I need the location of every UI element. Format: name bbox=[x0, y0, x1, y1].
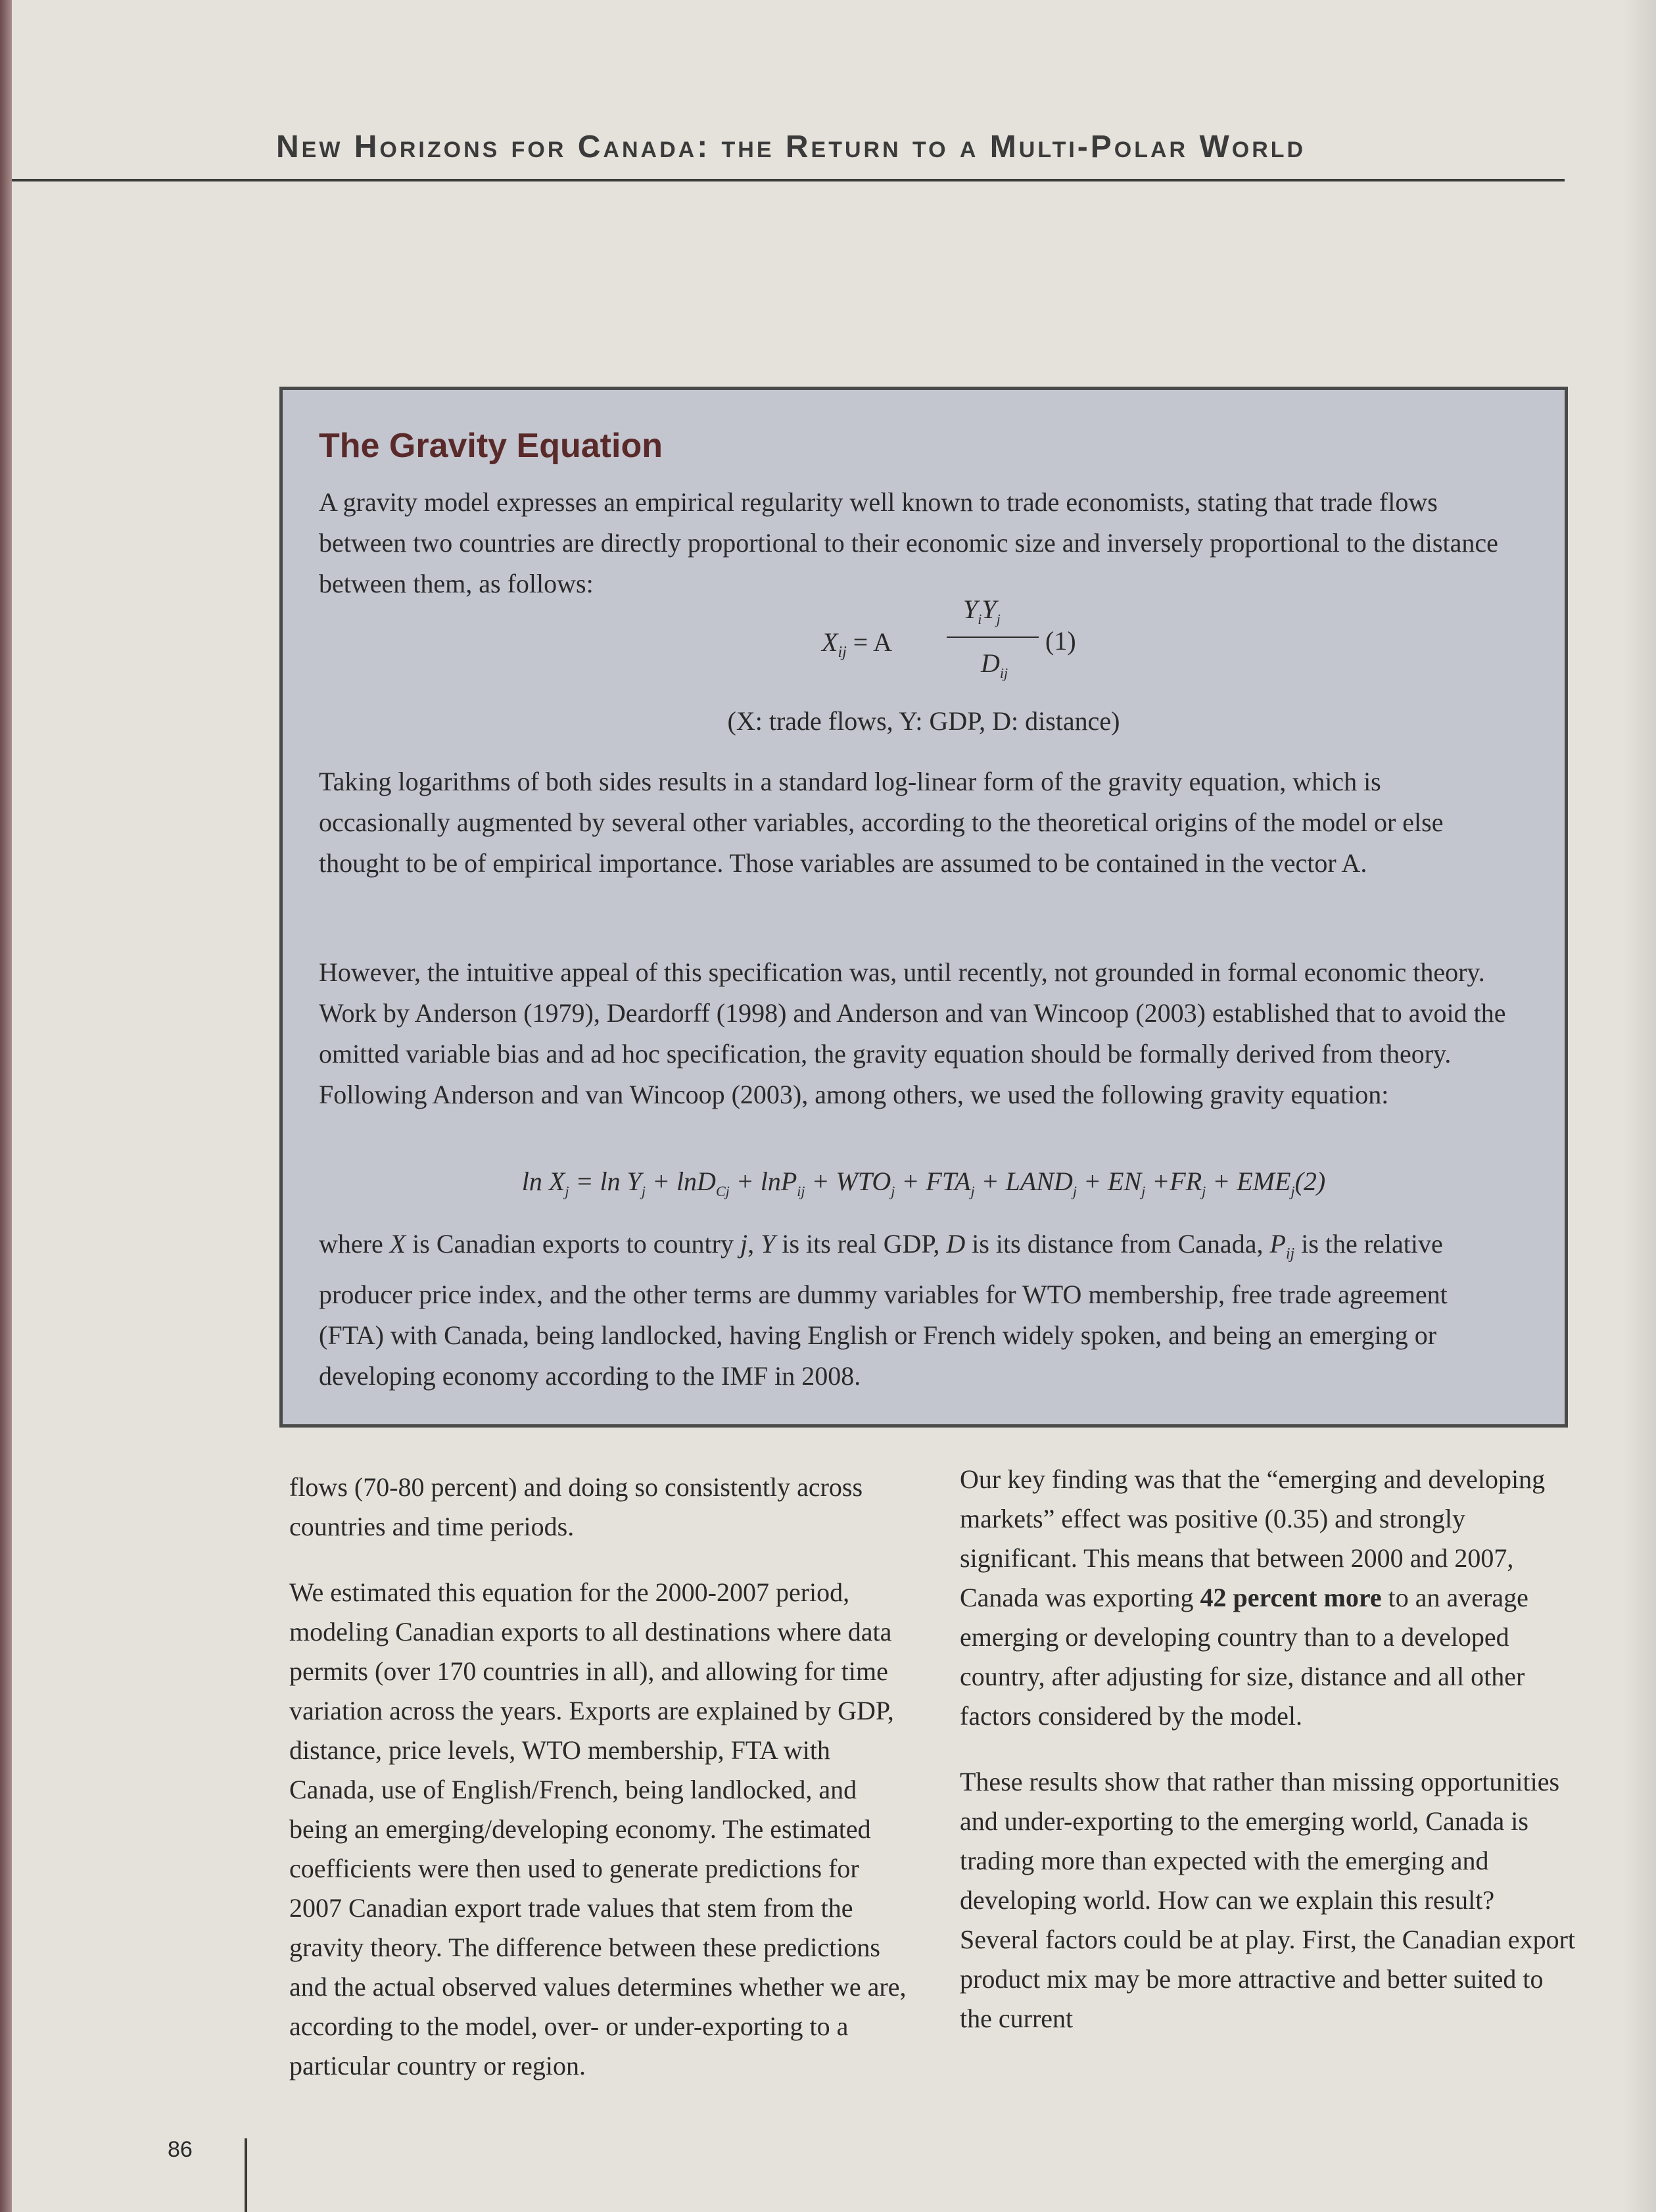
equation-2-term: ln X bbox=[521, 1166, 565, 1196]
box-paragraph-1: A gravity model expresses an empirical regularity well known to trade economists, stating that trade flows between two countries are directly proportional to their economic size and inversely proportional to the distance between them, as follows: bbox=[319, 487, 1498, 598]
box-title: The Gravity Equation bbox=[319, 427, 663, 465]
equation-2-subscript: j bbox=[1072, 1183, 1077, 1199]
left-paragraph-1: flows (70-80 percent) and doing so consistently across countries and time periods. bbox=[289, 1472, 863, 1541]
equation-2-term: + lnP bbox=[729, 1166, 797, 1196]
page-number: 86 bbox=[168, 2137, 193, 2162]
equation-2-term: +FR bbox=[1145, 1166, 1202, 1196]
equation-2-subscript: j bbox=[565, 1183, 569, 1199]
equation-2-term: + FTA bbox=[895, 1166, 971, 1196]
running-header: New Horizons for Canada: the Return to a Multi-Polar World bbox=[276, 130, 1306, 164]
equation-2-term: = ln Y bbox=[569, 1166, 642, 1196]
equation-2-subscript: j bbox=[1290, 1183, 1295, 1199]
equation-2-subscript: j bbox=[1141, 1183, 1146, 1199]
equation-2-subscript: j bbox=[1202, 1183, 1206, 1199]
book-spine-edge bbox=[0, 0, 12, 2212]
box-paragraph-3: However, the intuitive appeal of this specification was, until recently, not grounded in formal economic theory. Work by Anderson (1979), Deardorff (1998) and Anderson and van Wincoop (2003) established that to avoid the omitted variable bias and ad hoc specification, the gravity equation should be formally derived from theory. Following Anderson and van Wincoop (2003), among others, we used the following gravity equation: bbox=[319, 957, 1506, 1109]
equation-2-subscript: ij bbox=[797, 1183, 805, 1199]
equation-2-term: + EN bbox=[1077, 1166, 1142, 1196]
equation-2 bbox=[283, 1166, 1565, 1200]
equation-2-term: + WTO bbox=[805, 1166, 891, 1196]
left-column bbox=[289, 1468, 907, 2112]
right-paragraph-2: These results show that rather than missing opportunities and under-exporting to the emerging world, Canada is trading more than expected with the emerging and developing world. How can we explain this result? Several factors could be at play. First, the Canadian export product mix may be more attractive and better suited to the current bbox=[960, 1767, 1575, 2033]
equation-1 bbox=[822, 594, 1150, 692]
equation-1-legend: (X: trade flows, Y: GDP, D: distance) bbox=[727, 706, 1120, 736]
left-paragraph-2: We estimated this equation for the 2000-2007 period, modeling Canadian exports to all destinations where data permits (over 170 countries in all), and allowing for time variation across the years. Exports are explained by GDP, distance, price levels, WTO membership, FTA with Canada, use of English/French, being landlocked, and being an emerging/developing economy. The estimated coefficients were then used to generate predictions for 2007 Canadian export trade values that stem from the gravity theory. The difference between these predictions and the actual observed values determines whether we are, according to the model, over- or under-exporting to a particular country or region. bbox=[289, 1577, 907, 2080]
equation-2-subscript: Cj bbox=[715, 1183, 730, 1199]
box-paragraph-2: Taking logarithms of both sides results in a standard log-linear form of the gravity equation, which is occasionally augmented by several other variables, according to the theoretical origins of the model or else thought to be of empirical importance. Those variables are assumed to be contained in the vector A. bbox=[319, 767, 1444, 878]
equation-2-term: + LAND bbox=[974, 1166, 1073, 1196]
fraction-bar bbox=[947, 637, 1039, 638]
equation-1-numerator: $Y_iY_j$ bbox=[963, 594, 1001, 627]
footer-rule bbox=[245, 2138, 247, 2212]
equation-1-lhs: $X_{ij} = A$ bbox=[822, 627, 893, 661]
box-paragraph-4: where X is Canadian exports to country j, Y is its real GDP, D is its distance from Canada, $P_{ij}$ is the relative producer price index, and the other terms are dummy variables for WTO membership, free trade agreement (FTA) with Canada, being landlocked, having English or French widely spoken, and being an emerging or developing economy according to the IMF in 2008. bbox=[319, 1229, 1448, 1391]
equation-2-term: + EME bbox=[1206, 1166, 1291, 1196]
page-edge-shadow bbox=[1623, 0, 1656, 2212]
equation-2-subscript: j bbox=[641, 1183, 646, 1199]
equation-2-term: (2) bbox=[1294, 1166, 1326, 1196]
equation-2-subscript: j bbox=[970, 1183, 975, 1199]
right-paragraph-1: Our key finding was that the “emerging and developing markets” effect was positive (0.35) and strongly significant. This means that between 2000 and 2007, Canada was exporting 42 percent more to an average emerging or developing country than to a developed country, after adjusting for size, distance and all other factors considered by the model. bbox=[960, 1464, 1546, 1731]
equation-2-term: + lnD bbox=[645, 1166, 716, 1196]
right-column bbox=[960, 1460, 1578, 2065]
header-rule bbox=[12, 179, 1565, 181]
equation-1-denominator: $D_{ij}$ bbox=[981, 648, 1008, 681]
equation-1-number: (1) bbox=[1045, 626, 1076, 656]
gravity-equation-box bbox=[279, 387, 1568, 1428]
equation-2-subscript: j bbox=[891, 1183, 895, 1199]
